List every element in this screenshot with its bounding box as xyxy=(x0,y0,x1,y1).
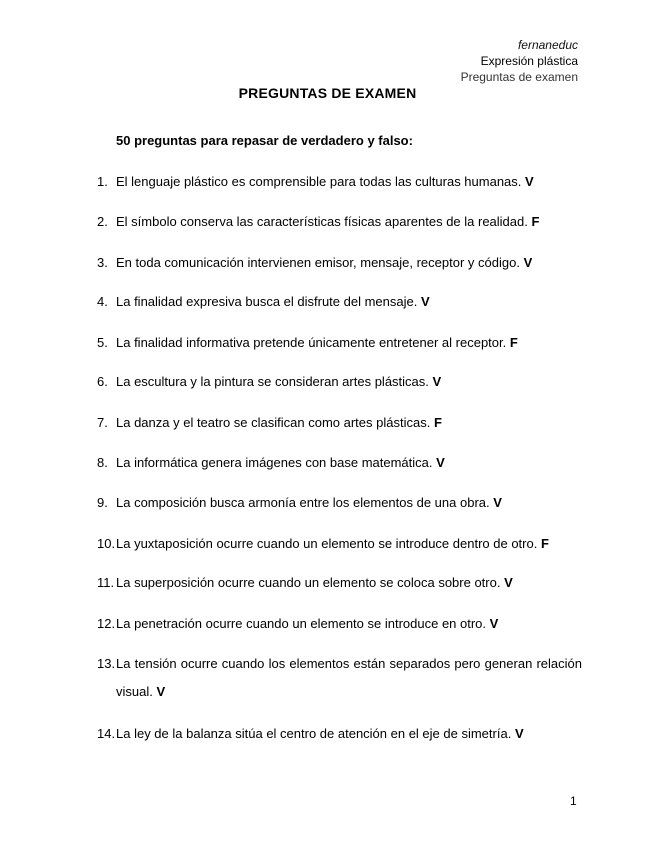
question-body xyxy=(116,650,582,706)
question-text: La escultura y la pintura se consideran artes plásticas. xyxy=(116,374,429,389)
question-answer: F xyxy=(509,335,518,350)
question-body xyxy=(116,489,582,517)
question-body xyxy=(116,329,582,357)
question-item xyxy=(97,650,582,706)
question-number: 5. xyxy=(97,335,108,350)
question-body xyxy=(116,409,582,437)
question-answer: F xyxy=(540,536,549,551)
question-item xyxy=(97,569,582,597)
question-number: 14. xyxy=(97,726,116,741)
header-subject: Expresión plástica xyxy=(480,54,578,68)
question-text: La tensión ocurre cuando los elementos están separados pero generan relación visual. xyxy=(116,656,582,699)
question-item xyxy=(97,449,582,477)
question-answer: V xyxy=(523,255,533,270)
question-number: 3. xyxy=(97,255,108,270)
page-number: 1 xyxy=(570,794,577,808)
question-text: La ley de la balanza sitúa el centro de atención en el eje de simetría. xyxy=(116,726,512,741)
question-answer: F xyxy=(531,214,540,229)
question-item xyxy=(97,368,582,396)
question-body xyxy=(116,449,582,477)
question-text: El símbolo conserva las características físicas aparentes de la realidad. xyxy=(116,214,528,229)
question-body xyxy=(116,249,582,277)
question-number: 6. xyxy=(97,374,108,389)
question-item xyxy=(97,249,582,277)
question-answer: V xyxy=(156,684,166,699)
question-text: El lenguaje plástico es comprensible para todas las culturas humanas. xyxy=(116,174,522,189)
question-answer: F xyxy=(433,415,442,430)
question-answer: V xyxy=(493,495,502,510)
question-text: En toda comunicación intervienen emisor, mensaje, receptor y código. xyxy=(116,255,520,270)
question-number: 9. xyxy=(97,495,108,510)
question-body xyxy=(116,208,582,236)
question-answer: V xyxy=(514,726,524,741)
question-item xyxy=(97,288,582,316)
question-number: 13. xyxy=(97,656,116,671)
question-number: 4. xyxy=(97,294,108,309)
question-text: La superposición ocurre cuando un elemento se coloca sobre otro. xyxy=(116,575,501,590)
question-body xyxy=(116,368,582,396)
question-text: La yuxtaposición ocurre cuando un elemento se introduce dentro de otro. xyxy=(116,536,538,551)
question-item xyxy=(97,530,582,558)
question-text: La finalidad expresiva busca el disfrute del mensaje. xyxy=(116,294,418,309)
question-text: La danza y el teatro se clasifican como artes plásticas. xyxy=(116,415,431,430)
question-item xyxy=(97,489,582,517)
question-answer: V xyxy=(436,455,445,470)
page-header xyxy=(461,37,578,85)
question-number: 1. xyxy=(97,174,108,189)
document-title: PREGUNTAS DE EXAMEN xyxy=(238,85,417,101)
header-subtitle: Preguntas de examen xyxy=(460,70,578,84)
question-answer: V xyxy=(489,616,499,631)
question-number: 12. xyxy=(97,616,116,631)
question-text: La finalidad informativa pretende únicamente entretener al receptor. xyxy=(116,335,507,350)
question-number: 11. xyxy=(97,575,115,590)
intro-heading: 50 preguntas para repasar de verdadero y falso: xyxy=(116,133,413,148)
question-answer: V xyxy=(504,575,513,590)
question-number: 7. xyxy=(97,415,108,430)
question-number: 10. xyxy=(97,536,116,551)
question-answer: V xyxy=(525,174,534,189)
question-item xyxy=(97,208,582,236)
question-body xyxy=(116,288,582,316)
question-body xyxy=(116,720,582,748)
question-body xyxy=(116,569,582,597)
question-item xyxy=(97,329,582,357)
question-text: La composición busca armonía entre los elementos de una obra. xyxy=(116,495,490,510)
question-item xyxy=(97,168,582,196)
question-body xyxy=(116,530,582,558)
question-number: 2. xyxy=(97,214,108,229)
question-item xyxy=(97,720,582,748)
question-text: La informática genera imágenes con base matemática. xyxy=(116,455,433,470)
question-answer: V xyxy=(420,294,430,309)
question-answer: V xyxy=(432,374,442,389)
question-body xyxy=(116,610,582,638)
question-item xyxy=(97,409,582,437)
question-text: La penetración ocurre cuando un elemento se introduce en otro. xyxy=(116,616,487,631)
header-author: fernaneduc xyxy=(517,38,578,52)
question-body xyxy=(116,168,582,196)
question-item xyxy=(97,610,582,638)
question-number: 8. xyxy=(97,455,108,470)
